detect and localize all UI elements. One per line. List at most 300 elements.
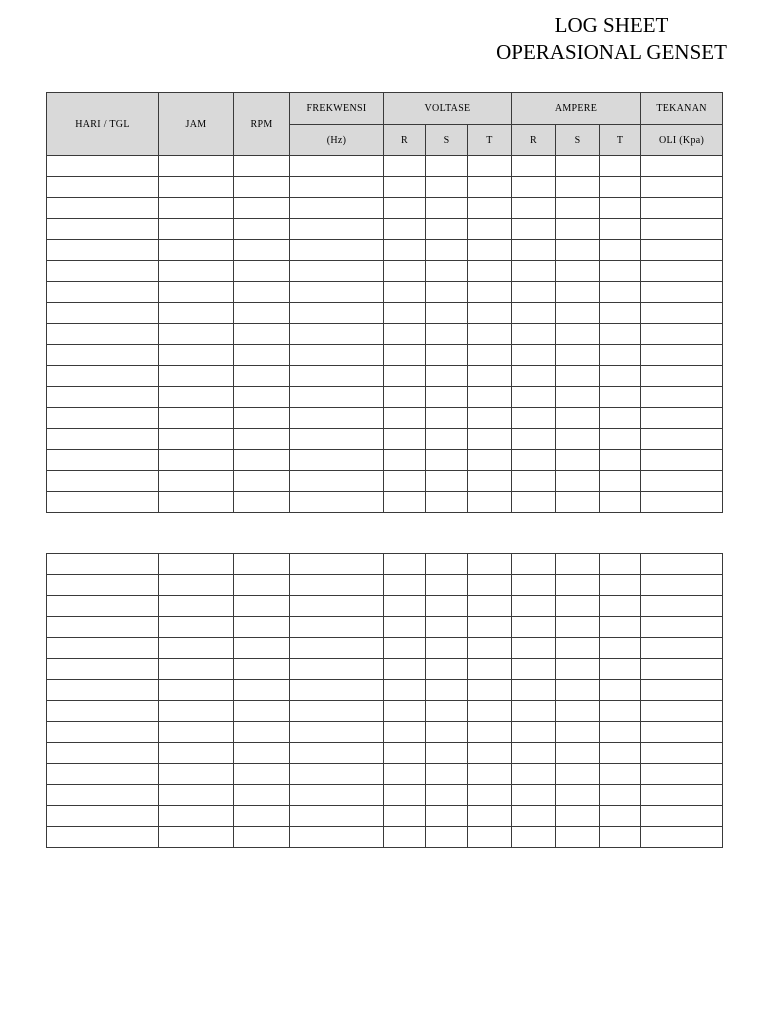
cell-voltase-t[interactable]	[468, 701, 512, 722]
cell-voltase-t[interactable]	[468, 366, 512, 387]
cell-frekwensi[interactable]	[290, 261, 384, 282]
cell-tekanan-oli[interactable]	[641, 429, 723, 450]
cell-voltase-t[interactable]	[468, 408, 512, 429]
cell-voltase-r[interactable]	[384, 492, 426, 513]
cell-rpm[interactable]	[234, 743, 290, 764]
cell-voltase-s[interactable]	[426, 492, 468, 513]
cell-rpm[interactable]	[234, 596, 290, 617]
cell-tekanan-oli[interactable]	[641, 240, 723, 261]
cell-ampere-r[interactable]	[512, 680, 556, 701]
cell-tekanan-oli[interactable]	[641, 680, 723, 701]
cell-voltase-t[interactable]	[468, 617, 512, 638]
cell-hari-tgl[interactable]	[47, 764, 159, 785]
cell-hari-tgl[interactable]	[47, 177, 159, 198]
cell-ampere-r[interactable]	[512, 282, 556, 303]
cell-ampere-r[interactable]	[512, 324, 556, 345]
cell-ampere-t[interactable]	[600, 743, 641, 764]
cell-rpm[interactable]	[234, 492, 290, 513]
cell-hari-tgl[interactable]	[47, 806, 159, 827]
cell-voltase-t[interactable]	[468, 492, 512, 513]
cell-jam[interactable]	[159, 806, 234, 827]
cell-ampere-t[interactable]	[600, 701, 641, 722]
cell-voltase-s[interactable]	[426, 156, 468, 177]
cell-ampere-t[interactable]	[600, 261, 641, 282]
cell-voltase-t[interactable]	[468, 345, 512, 366]
cell-ampere-r[interactable]	[512, 240, 556, 261]
cell-ampere-s[interactable]	[556, 366, 600, 387]
cell-frekwensi[interactable]	[290, 240, 384, 261]
cell-ampere-r[interactable]	[512, 617, 556, 638]
cell-voltase-r[interactable]	[384, 366, 426, 387]
cell-voltase-r[interactable]	[384, 303, 426, 324]
cell-hari-tgl[interactable]	[47, 282, 159, 303]
cell-voltase-r[interactable]	[384, 743, 426, 764]
cell-voltase-t[interactable]	[468, 575, 512, 596]
cell-jam[interactable]	[159, 827, 234, 848]
cell-voltase-s[interactable]	[426, 554, 468, 575]
cell-hari-tgl[interactable]	[47, 680, 159, 701]
cell-voltase-t[interactable]	[468, 387, 512, 408]
cell-ampere-r[interactable]	[512, 471, 556, 492]
cell-hari-tgl[interactable]	[47, 785, 159, 806]
cell-frekwensi[interactable]	[290, 722, 384, 743]
cell-ampere-s[interactable]	[556, 261, 600, 282]
cell-hari-tgl[interactable]	[47, 617, 159, 638]
cell-ampere-r[interactable]	[512, 345, 556, 366]
cell-voltase-r[interactable]	[384, 387, 426, 408]
cell-jam[interactable]	[159, 429, 234, 450]
cell-tekanan-oli[interactable]	[641, 743, 723, 764]
cell-ampere-s[interactable]	[556, 156, 600, 177]
cell-voltase-t[interactable]	[468, 680, 512, 701]
cell-voltase-t[interactable]	[468, 554, 512, 575]
cell-voltase-s[interactable]	[426, 450, 468, 471]
cell-ampere-t[interactable]	[600, 219, 641, 240]
cell-ampere-t[interactable]	[600, 429, 641, 450]
cell-ampere-t[interactable]	[600, 303, 641, 324]
cell-rpm[interactable]	[234, 764, 290, 785]
cell-rpm[interactable]	[234, 408, 290, 429]
cell-voltase-r[interactable]	[384, 177, 426, 198]
cell-voltase-s[interactable]	[426, 785, 468, 806]
cell-ampere-s[interactable]	[556, 387, 600, 408]
cell-voltase-t[interactable]	[468, 324, 512, 345]
cell-ampere-s[interactable]	[556, 764, 600, 785]
cell-rpm[interactable]	[234, 680, 290, 701]
cell-jam[interactable]	[159, 659, 234, 680]
cell-rpm[interactable]	[234, 722, 290, 743]
cell-frekwensi[interactable]	[290, 177, 384, 198]
cell-voltase-s[interactable]	[426, 198, 468, 219]
cell-voltase-t[interactable]	[468, 827, 512, 848]
cell-hari-tgl[interactable]	[47, 198, 159, 219]
cell-ampere-t[interactable]	[600, 575, 641, 596]
cell-tekanan-oli[interactable]	[641, 324, 723, 345]
cell-frekwensi[interactable]	[290, 764, 384, 785]
cell-voltase-r[interactable]	[384, 156, 426, 177]
cell-tekanan-oli[interactable]	[641, 366, 723, 387]
cell-voltase-s[interactable]	[426, 638, 468, 659]
cell-frekwensi[interactable]	[290, 617, 384, 638]
cell-rpm[interactable]	[234, 219, 290, 240]
cell-ampere-r[interactable]	[512, 806, 556, 827]
cell-voltase-s[interactable]	[426, 680, 468, 701]
cell-voltase-r[interactable]	[384, 282, 426, 303]
cell-jam[interactable]	[159, 261, 234, 282]
cell-frekwensi[interactable]	[290, 492, 384, 513]
cell-voltase-t[interactable]	[468, 240, 512, 261]
cell-tekanan-oli[interactable]	[641, 450, 723, 471]
cell-rpm[interactable]	[234, 387, 290, 408]
cell-voltase-t[interactable]	[468, 659, 512, 680]
cell-ampere-r[interactable]	[512, 492, 556, 513]
cell-rpm[interactable]	[234, 554, 290, 575]
cell-voltase-t[interactable]	[468, 303, 512, 324]
cell-frekwensi[interactable]	[290, 219, 384, 240]
cell-voltase-r[interactable]	[384, 722, 426, 743]
cell-tekanan-oli[interactable]	[641, 617, 723, 638]
cell-voltase-r[interactable]	[384, 219, 426, 240]
cell-ampere-t[interactable]	[600, 554, 641, 575]
cell-ampere-r[interactable]	[512, 638, 556, 659]
cell-tekanan-oli[interactable]	[641, 575, 723, 596]
cell-rpm[interactable]	[234, 177, 290, 198]
cell-hari-tgl[interactable]	[47, 219, 159, 240]
cell-ampere-s[interactable]	[556, 617, 600, 638]
cell-tekanan-oli[interactable]	[641, 554, 723, 575]
cell-jam[interactable]	[159, 617, 234, 638]
cell-voltase-s[interactable]	[426, 722, 468, 743]
cell-voltase-r[interactable]	[384, 198, 426, 219]
cell-voltase-s[interactable]	[426, 596, 468, 617]
cell-ampere-t[interactable]	[600, 156, 641, 177]
cell-voltase-s[interactable]	[426, 701, 468, 722]
cell-ampere-t[interactable]	[600, 722, 641, 743]
cell-voltase-r[interactable]	[384, 638, 426, 659]
cell-tekanan-oli[interactable]	[641, 387, 723, 408]
cell-frekwensi[interactable]	[290, 429, 384, 450]
cell-ampere-t[interactable]	[600, 659, 641, 680]
cell-rpm[interactable]	[234, 785, 290, 806]
cell-rpm[interactable]	[234, 617, 290, 638]
cell-frekwensi[interactable]	[290, 450, 384, 471]
cell-voltase-r[interactable]	[384, 596, 426, 617]
cell-jam[interactable]	[159, 575, 234, 596]
cell-ampere-t[interactable]	[600, 806, 641, 827]
cell-tekanan-oli[interactable]	[641, 156, 723, 177]
cell-voltase-r[interactable]	[384, 680, 426, 701]
cell-voltase-r[interactable]	[384, 408, 426, 429]
cell-voltase-s[interactable]	[426, 345, 468, 366]
cell-jam[interactable]	[159, 366, 234, 387]
cell-tekanan-oli[interactable]	[641, 596, 723, 617]
cell-tekanan-oli[interactable]	[641, 806, 723, 827]
cell-ampere-t[interactable]	[600, 764, 641, 785]
cell-rpm[interactable]	[234, 575, 290, 596]
cell-ampere-t[interactable]	[600, 450, 641, 471]
cell-voltase-t[interactable]	[468, 806, 512, 827]
cell-ampere-s[interactable]	[556, 219, 600, 240]
cell-ampere-r[interactable]	[512, 701, 556, 722]
cell-jam[interactable]	[159, 743, 234, 764]
cell-rpm[interactable]	[234, 701, 290, 722]
cell-voltase-s[interactable]	[426, 240, 468, 261]
cell-frekwensi[interactable]	[290, 408, 384, 429]
cell-rpm[interactable]	[234, 324, 290, 345]
cell-ampere-s[interactable]	[556, 806, 600, 827]
cell-tekanan-oli[interactable]	[641, 659, 723, 680]
cell-rpm[interactable]	[234, 827, 290, 848]
cell-jam[interactable]	[159, 219, 234, 240]
cell-ampere-s[interactable]	[556, 345, 600, 366]
cell-ampere-s[interactable]	[556, 450, 600, 471]
cell-tekanan-oli[interactable]	[641, 261, 723, 282]
cell-ampere-r[interactable]	[512, 596, 556, 617]
cell-ampere-r[interactable]	[512, 177, 556, 198]
cell-ampere-s[interactable]	[556, 659, 600, 680]
cell-ampere-s[interactable]	[556, 303, 600, 324]
cell-frekwensi[interactable]	[290, 638, 384, 659]
cell-voltase-s[interactable]	[426, 827, 468, 848]
cell-hari-tgl[interactable]	[47, 387, 159, 408]
cell-voltase-t[interactable]	[468, 743, 512, 764]
cell-ampere-t[interactable]	[600, 240, 641, 261]
cell-ampere-s[interactable]	[556, 785, 600, 806]
cell-ampere-s[interactable]	[556, 575, 600, 596]
cell-voltase-s[interactable]	[426, 219, 468, 240]
cell-ampere-s[interactable]	[556, 492, 600, 513]
cell-hari-tgl[interactable]	[47, 743, 159, 764]
cell-rpm[interactable]	[234, 240, 290, 261]
cell-hari-tgl[interactable]	[47, 450, 159, 471]
cell-jam[interactable]	[159, 177, 234, 198]
cell-ampere-r[interactable]	[512, 219, 556, 240]
cell-hari-tgl[interactable]	[47, 345, 159, 366]
cell-tekanan-oli[interactable]	[641, 701, 723, 722]
cell-ampere-r[interactable]	[512, 450, 556, 471]
cell-frekwensi[interactable]	[290, 156, 384, 177]
cell-voltase-t[interactable]	[468, 429, 512, 450]
cell-voltase-t[interactable]	[468, 156, 512, 177]
cell-jam[interactable]	[159, 387, 234, 408]
cell-rpm[interactable]	[234, 429, 290, 450]
cell-ampere-r[interactable]	[512, 827, 556, 848]
cell-ampere-r[interactable]	[512, 659, 556, 680]
cell-voltase-t[interactable]	[468, 450, 512, 471]
cell-tekanan-oli[interactable]	[641, 219, 723, 240]
cell-frekwensi[interactable]	[290, 785, 384, 806]
cell-voltase-r[interactable]	[384, 450, 426, 471]
cell-voltase-s[interactable]	[426, 575, 468, 596]
cell-ampere-s[interactable]	[556, 722, 600, 743]
cell-voltase-s[interactable]	[426, 764, 468, 785]
cell-voltase-r[interactable]	[384, 471, 426, 492]
cell-voltase-r[interactable]	[384, 827, 426, 848]
cell-ampere-s[interactable]	[556, 471, 600, 492]
cell-jam[interactable]	[159, 408, 234, 429]
cell-jam[interactable]	[159, 471, 234, 492]
cell-jam[interactable]	[159, 282, 234, 303]
cell-frekwensi[interactable]	[290, 282, 384, 303]
cell-ampere-s[interactable]	[556, 240, 600, 261]
cell-ampere-r[interactable]	[512, 575, 556, 596]
cell-tekanan-oli[interactable]	[641, 722, 723, 743]
cell-tekanan-oli[interactable]	[641, 827, 723, 848]
cell-voltase-r[interactable]	[384, 617, 426, 638]
cell-ampere-t[interactable]	[600, 324, 641, 345]
cell-ampere-t[interactable]	[600, 617, 641, 638]
cell-jam[interactable]	[159, 785, 234, 806]
cell-ampere-t[interactable]	[600, 177, 641, 198]
cell-jam[interactable]	[159, 596, 234, 617]
cell-voltase-r[interactable]	[384, 554, 426, 575]
cell-frekwensi[interactable]	[290, 303, 384, 324]
cell-hari-tgl[interactable]	[47, 722, 159, 743]
cell-voltase-s[interactable]	[426, 387, 468, 408]
cell-tekanan-oli[interactable]	[641, 303, 723, 324]
cell-ampere-t[interactable]	[600, 492, 641, 513]
cell-voltase-s[interactable]	[426, 366, 468, 387]
cell-voltase-r[interactable]	[384, 659, 426, 680]
cell-rpm[interactable]	[234, 471, 290, 492]
cell-voltase-t[interactable]	[468, 177, 512, 198]
cell-tekanan-oli[interactable]	[641, 177, 723, 198]
cell-jam[interactable]	[159, 638, 234, 659]
cell-jam[interactable]	[159, 198, 234, 219]
cell-hari-tgl[interactable]	[47, 701, 159, 722]
cell-hari-tgl[interactable]	[47, 554, 159, 575]
cell-ampere-r[interactable]	[512, 366, 556, 387]
cell-jam[interactable]	[159, 345, 234, 366]
cell-voltase-t[interactable]	[468, 764, 512, 785]
cell-ampere-t[interactable]	[600, 282, 641, 303]
cell-ampere-s[interactable]	[556, 198, 600, 219]
cell-voltase-s[interactable]	[426, 806, 468, 827]
cell-voltase-r[interactable]	[384, 701, 426, 722]
cell-rpm[interactable]	[234, 282, 290, 303]
cell-jam[interactable]	[159, 701, 234, 722]
cell-hari-tgl[interactable]	[47, 827, 159, 848]
cell-hari-tgl[interactable]	[47, 596, 159, 617]
cell-frekwensi[interactable]	[290, 575, 384, 596]
cell-voltase-t[interactable]	[468, 785, 512, 806]
cell-ampere-t[interactable]	[600, 471, 641, 492]
cell-voltase-t[interactable]	[468, 261, 512, 282]
cell-rpm[interactable]	[234, 450, 290, 471]
cell-ampere-t[interactable]	[600, 596, 641, 617]
cell-rpm[interactable]	[234, 303, 290, 324]
cell-ampere-r[interactable]	[512, 408, 556, 429]
cell-frekwensi[interactable]	[290, 345, 384, 366]
cell-jam[interactable]	[159, 554, 234, 575]
cell-hari-tgl[interactable]	[47, 575, 159, 596]
cell-rpm[interactable]	[234, 345, 290, 366]
cell-voltase-r[interactable]	[384, 575, 426, 596]
cell-frekwensi[interactable]	[290, 366, 384, 387]
cell-frekwensi[interactable]	[290, 701, 384, 722]
cell-voltase-s[interactable]	[426, 261, 468, 282]
cell-ampere-t[interactable]	[600, 785, 641, 806]
cell-ampere-r[interactable]	[512, 387, 556, 408]
cell-ampere-s[interactable]	[556, 177, 600, 198]
cell-ampere-r[interactable]	[512, 156, 556, 177]
cell-ampere-s[interactable]	[556, 701, 600, 722]
cell-ampere-t[interactable]	[600, 198, 641, 219]
cell-jam[interactable]	[159, 680, 234, 701]
cell-voltase-r[interactable]	[384, 806, 426, 827]
cell-tekanan-oli[interactable]	[641, 408, 723, 429]
cell-ampere-t[interactable]	[600, 366, 641, 387]
cell-voltase-r[interactable]	[384, 324, 426, 345]
cell-ampere-r[interactable]	[512, 743, 556, 764]
cell-tekanan-oli[interactable]	[641, 785, 723, 806]
cell-rpm[interactable]	[234, 366, 290, 387]
cell-voltase-s[interactable]	[426, 429, 468, 450]
cell-hari-tgl[interactable]	[47, 638, 159, 659]
cell-voltase-t[interactable]	[468, 638, 512, 659]
cell-rpm[interactable]	[234, 156, 290, 177]
cell-jam[interactable]	[159, 303, 234, 324]
cell-voltase-s[interactable]	[426, 471, 468, 492]
cell-voltase-s[interactable]	[426, 324, 468, 345]
cell-frekwensi[interactable]	[290, 596, 384, 617]
cell-hari-tgl[interactable]	[47, 659, 159, 680]
cell-ampere-t[interactable]	[600, 680, 641, 701]
cell-jam[interactable]	[159, 324, 234, 345]
cell-ampere-t[interactable]	[600, 638, 641, 659]
cell-frekwensi[interactable]	[290, 324, 384, 345]
cell-jam[interactable]	[159, 156, 234, 177]
cell-rpm[interactable]	[234, 659, 290, 680]
cell-rpm[interactable]	[234, 261, 290, 282]
cell-frekwensi[interactable]	[290, 743, 384, 764]
cell-voltase-r[interactable]	[384, 261, 426, 282]
cell-tekanan-oli[interactable]	[641, 638, 723, 659]
cell-jam[interactable]	[159, 450, 234, 471]
cell-ampere-s[interactable]	[556, 596, 600, 617]
cell-voltase-r[interactable]	[384, 785, 426, 806]
cell-frekwensi[interactable]	[290, 806, 384, 827]
cell-jam[interactable]	[159, 240, 234, 261]
cell-ampere-t[interactable]	[600, 827, 641, 848]
cell-voltase-t[interactable]	[468, 219, 512, 240]
cell-tekanan-oli[interactable]	[641, 471, 723, 492]
cell-ampere-t[interactable]	[600, 408, 641, 429]
cell-hari-tgl[interactable]	[47, 471, 159, 492]
cell-ampere-t[interactable]	[600, 387, 641, 408]
cell-hari-tgl[interactable]	[47, 303, 159, 324]
cell-ampere-s[interactable]	[556, 554, 600, 575]
cell-ampere-s[interactable]	[556, 408, 600, 429]
cell-jam[interactable]	[159, 764, 234, 785]
cell-ampere-r[interactable]	[512, 722, 556, 743]
cell-voltase-t[interactable]	[468, 722, 512, 743]
cell-rpm[interactable]	[234, 806, 290, 827]
cell-voltase-t[interactable]	[468, 471, 512, 492]
cell-voltase-s[interactable]	[426, 177, 468, 198]
cell-voltase-r[interactable]	[384, 345, 426, 366]
cell-hari-tgl[interactable]	[47, 492, 159, 513]
cell-ampere-s[interactable]	[556, 324, 600, 345]
cell-frekwensi[interactable]	[290, 680, 384, 701]
cell-ampere-r[interactable]	[512, 554, 556, 575]
cell-frekwensi[interactable]	[290, 198, 384, 219]
cell-ampere-r[interactable]	[512, 429, 556, 450]
cell-ampere-t[interactable]	[600, 345, 641, 366]
cell-voltase-s[interactable]	[426, 282, 468, 303]
cell-ampere-s[interactable]	[556, 680, 600, 701]
cell-voltase-r[interactable]	[384, 429, 426, 450]
